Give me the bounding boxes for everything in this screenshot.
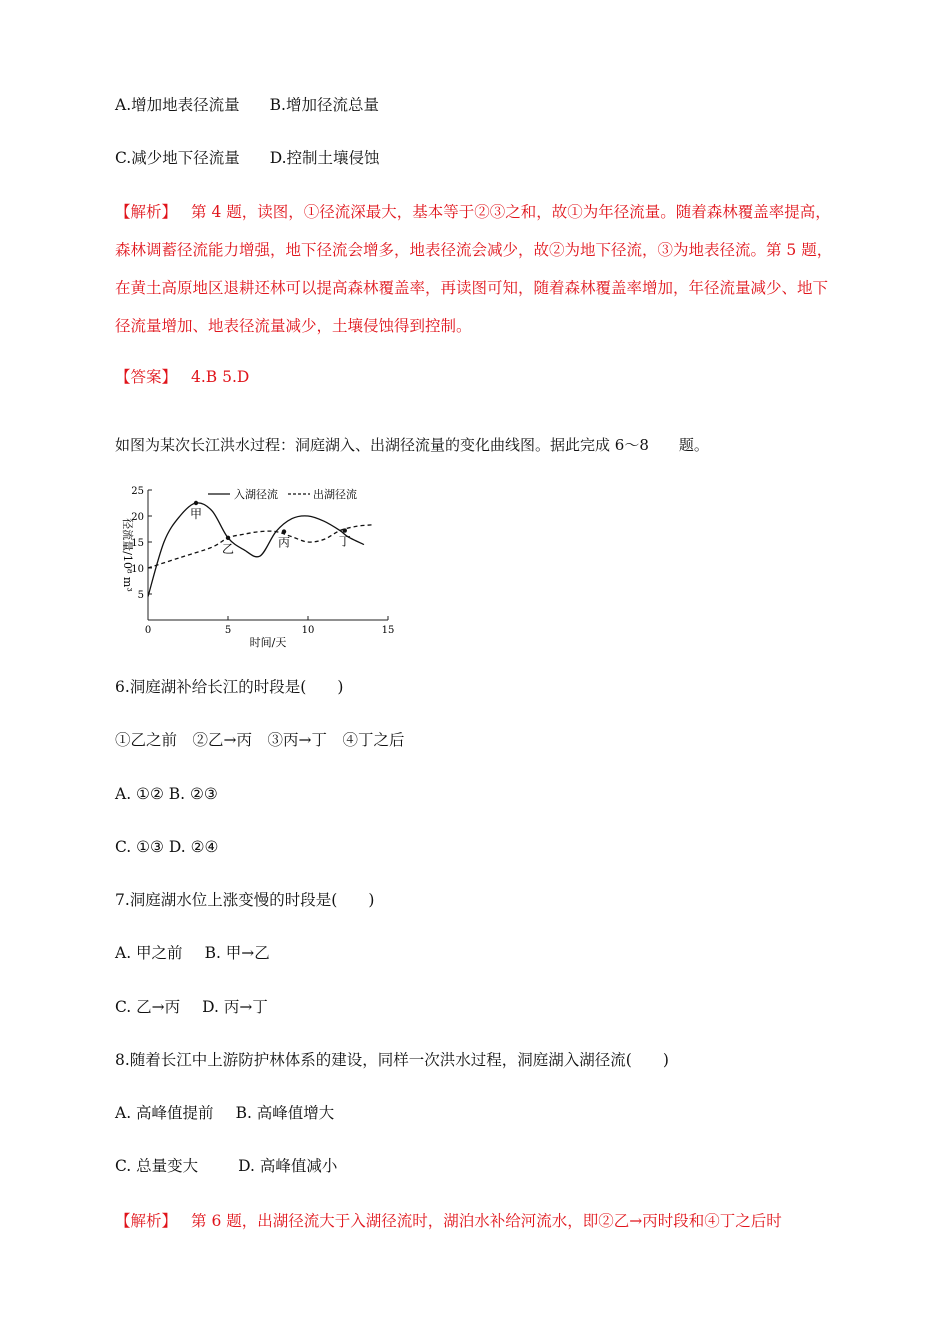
x-tick-label: 5 xyxy=(224,625,232,636)
x-tick-label: 15 xyxy=(381,625,395,636)
q6-stem: 6.洞庭湖补给长江的时段是( ) xyxy=(115,678,344,696)
analysis-paragraph-2 xyxy=(115,1211,782,1231)
point-label: 甲 xyxy=(189,507,203,521)
q7-stem: 7.洞庭湖水位上涨变慢的时段是( ) xyxy=(115,891,375,909)
legend-outflow-label: 出湖径流 xyxy=(313,488,357,501)
q8-option-b: B. 高峰值增大 xyxy=(235,1104,335,1122)
y-tick-label: 20 xyxy=(131,512,144,523)
option-c: C.减少地下径流量 xyxy=(115,149,240,167)
point-marker xyxy=(226,536,230,540)
y-tick-label: 25 xyxy=(131,486,144,497)
y-tick-label: 15 xyxy=(131,538,144,549)
option-row-2 xyxy=(115,148,380,168)
point-label: 丙 xyxy=(277,535,291,550)
point-marker xyxy=(282,529,286,533)
y-tick-label: 10 xyxy=(131,564,144,575)
q8-stem: 8.随着长江中上游防护林体系的建设，同样一次洪水过程，洞庭湖入湖径流( ) xyxy=(115,1051,669,1069)
answer-tag: 【答案】 xyxy=(115,368,178,386)
q8-option-c: C. 总量变大 xyxy=(115,1157,199,1175)
option-b: B.增加径流总量 xyxy=(269,96,379,114)
point-label: 丁 xyxy=(338,534,351,549)
q6-options-row-2: C. ①③ D. ②④ xyxy=(115,838,219,856)
point-label: 乙 xyxy=(221,541,235,556)
q6-options-row-1: A. ①② B. ②③ xyxy=(115,785,218,803)
y-tick-label: 5 xyxy=(137,590,144,601)
analysis-paragraph-1 xyxy=(115,193,840,345)
answer-text: 4.B 5.D xyxy=(191,368,250,386)
q7-option-d: D. 丙→丁 xyxy=(202,998,268,1016)
q7-options-row-1 xyxy=(115,943,270,963)
analysis-tag-2: 【解析】 xyxy=(115,1212,178,1230)
q7-option-c: C. 乙→丙 xyxy=(115,998,181,1016)
option-row-1 xyxy=(115,95,379,115)
question-intro: 如图为某次长江洪水过程：洞庭湖入、出湖径流量的变化曲线图。据此完成 6～8 题。 xyxy=(115,436,709,454)
q8-option-d: D. 高峰值减小 xyxy=(238,1157,338,1175)
analysis-text-2: 第 6 题，出湖径流大于入湖径流时，湖泊水补给河流水，即②乙→丙时段和④丁之后时 xyxy=(191,1212,782,1230)
runoff-chart xyxy=(110,478,410,648)
answer-line xyxy=(115,367,249,387)
q7-option-b: B. 甲→乙 xyxy=(204,944,270,962)
point-marker xyxy=(194,501,198,505)
x-tick-label: 0 xyxy=(144,625,152,636)
analysis-tag: 【解析】 xyxy=(115,203,178,221)
x-tick-label: 10 xyxy=(301,625,315,636)
point-marker xyxy=(343,528,347,532)
legend-inflow-label: 入湖径流 xyxy=(234,488,278,501)
analysis-text: 第 4 题，读图，①径流深最大，基本等于②③之和，故①为年径流量。随着森林覆盖率提高，森林调蓄径流能力增强，地下径流会增多，地表径流会减少，故②为地下径流，③为地表径流。第 5 题，在黄土高原地区退耕还林可以提高森林覆盖率，再读图可知，随着森林覆盖率增加，年径流量减少、地下径流量增加、地表径流量减少，土壤侵蚀得到控制。 xyxy=(115,203,833,335)
q7-option-a: A. 甲之前 xyxy=(115,944,183,962)
x-axis-label: 时间/天 xyxy=(249,636,287,648)
q8-options-row-1 xyxy=(115,1103,334,1123)
q8-option-a: A. 高峰值提前 xyxy=(115,1104,214,1122)
inflow-series-line xyxy=(148,503,364,597)
option-d: D.控制土壤侵蚀 xyxy=(269,149,380,167)
q6-items: ①乙之前 ②乙→丙 ③丙→丁 ④丁之后 xyxy=(115,731,405,749)
y-axis-label: 径流量/10⁸ m³ xyxy=(121,518,134,592)
q7-options-row-2 xyxy=(115,997,268,1017)
option-a: A.增加地表径流量 xyxy=(115,96,240,114)
q8-options-row-2 xyxy=(115,1156,337,1176)
